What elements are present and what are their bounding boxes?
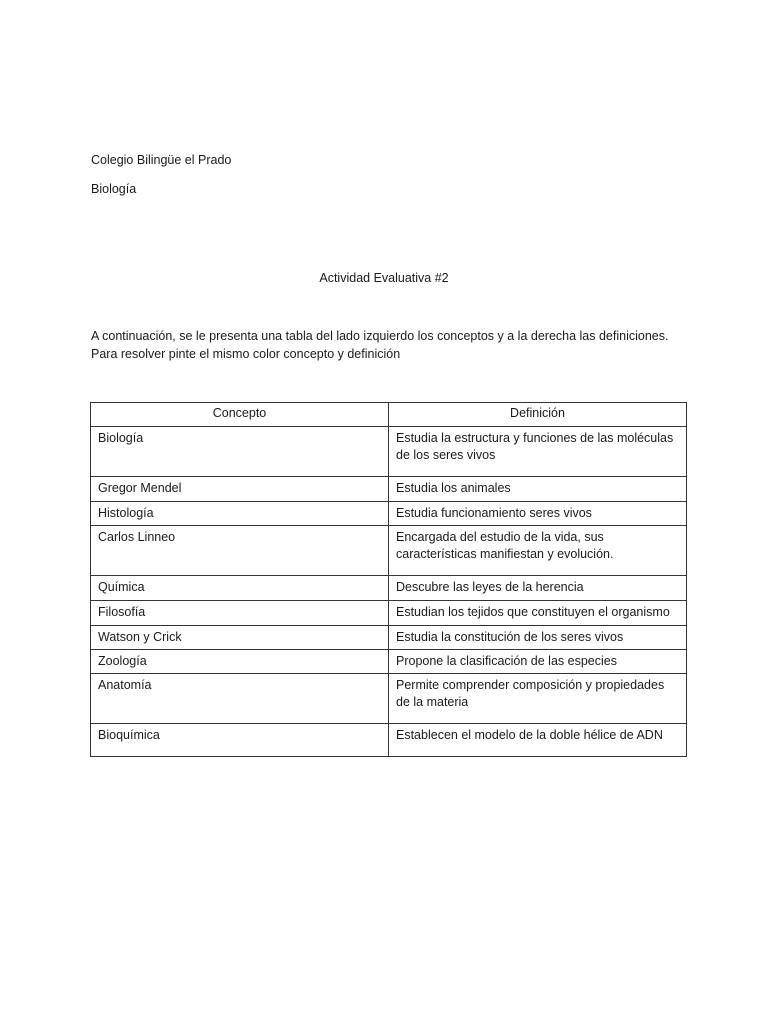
- concept-cell: Gregor Mendel: [91, 477, 389, 502]
- column-header-definicion: Definición: [389, 403, 687, 427]
- instructions-line-1: A continuación, se le presenta una tabla del lado izquierdo los conceptos y a la derecha las definiciones.: [91, 329, 669, 343]
- definition-cell: Estudian los tejidos que constituyen el organismo: [389, 601, 687, 626]
- table-row: [91, 427, 687, 477]
- instructions: [91, 327, 691, 363]
- concept-cell: Biología: [91, 427, 389, 477]
- concept-cell: Histología: [91, 502, 389, 526]
- concepts-table: [90, 402, 687, 757]
- column-header-concepto: Concepto: [91, 403, 389, 427]
- concept-cell: Química: [91, 576, 389, 601]
- table-row: [91, 724, 687, 757]
- table-row: [91, 502, 687, 526]
- concept-cell: Watson y Crick: [91, 626, 389, 650]
- definition-cell: Descubre las leyes de la herencia: [389, 576, 687, 601]
- school-name: Colegio Bilingüe el Prado: [91, 153, 232, 167]
- table-row: [91, 674, 687, 724]
- activity-title: Actividad Evaluativa #2: [319, 271, 449, 285]
- table-row: [91, 626, 687, 650]
- instructions-line-2: Para resolver pinte el mismo color concepto y definición: [91, 347, 401, 361]
- definition-cell: Establecen el modelo de la doble hélice de ADN: [389, 724, 687, 757]
- table-row: [91, 526, 687, 576]
- concept-cell: Anatomía: [91, 674, 389, 724]
- definition-cell: Estudia funcionamiento seres vivos: [389, 502, 687, 526]
- definition-cell: Permite comprender composición y propiedades de la materia: [389, 674, 687, 724]
- definition-cell: Propone la clasificación de las especies: [389, 650, 687, 674]
- table-header-row: [91, 403, 687, 427]
- concept-cell: Carlos Linneo: [91, 526, 389, 576]
- table-row: [91, 601, 687, 626]
- definition-cell: Estudia la constitución de los seres vivos: [389, 626, 687, 650]
- table-row: [91, 576, 687, 601]
- concept-cell: Zoología: [91, 650, 389, 674]
- definition-cell: Estudia los animales: [389, 477, 687, 502]
- table-row: [91, 650, 687, 674]
- concept-cell: Filosofía: [91, 601, 389, 626]
- definition-cell: Encargada del estudio de la vida, sus características manifiestan y evolución.: [389, 526, 687, 576]
- table-row: [91, 477, 687, 502]
- subject-name: Biología: [91, 182, 137, 196]
- concept-cell: Bioquímica: [91, 724, 389, 757]
- definition-cell: Estudia la estructura y funciones de las moléculas de los seres vivos: [389, 427, 687, 477]
